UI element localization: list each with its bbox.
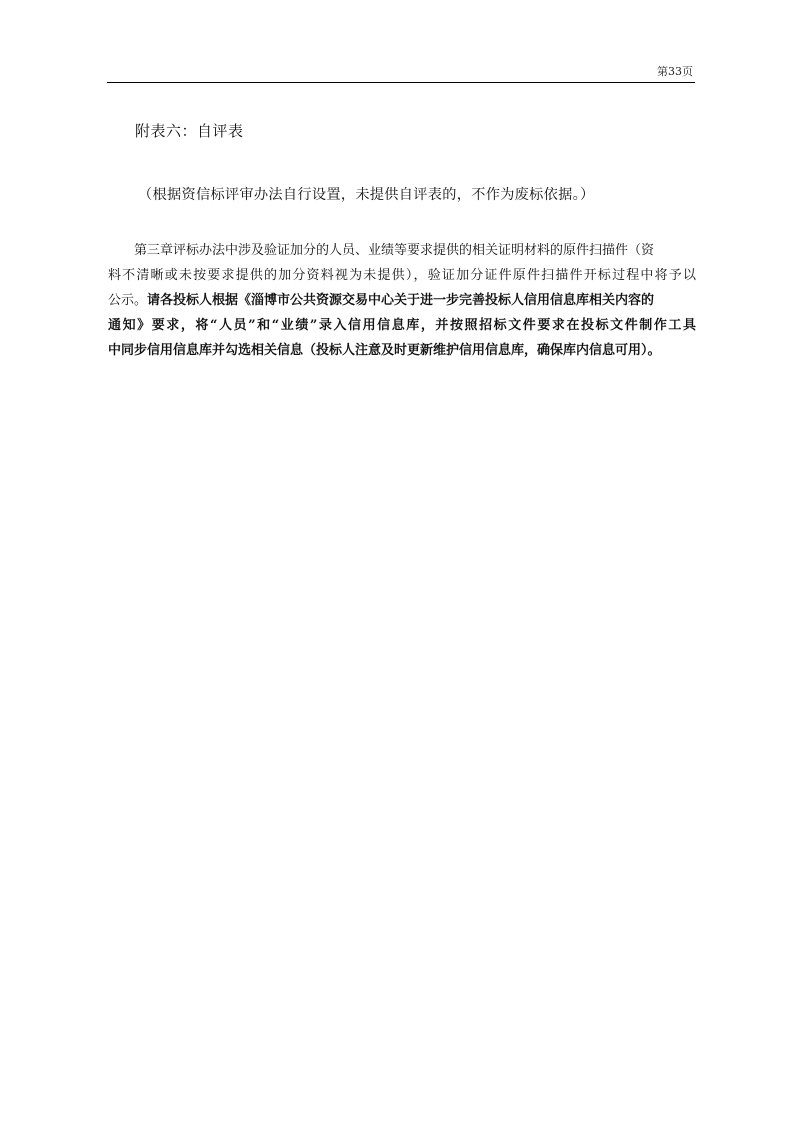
paragraph-line-3 [108, 288, 696, 313]
paragraph-line-3-bold: 请各投标人根据《淄博市公共资源交易中心关于进一步完善投标人信用信息库相关内容的 [147, 293, 655, 308]
paragraph-line-2: 料不清晰或未按要求提供的加分资料视为未提供），验证加分证件原件扫描件开标过程中将予以 [108, 268, 696, 283]
paragraph-line-4: 通知》要求，将“人员”和“业绩”录入信用信息库，并按照招标文件要求在投标文件制作工具 [108, 318, 696, 333]
appendix-title: 附表六：自评表 [135, 122, 244, 140]
paragraph-line-1 [108, 238, 696, 263]
paragraph-line-1-text: 第三章评标办法中涉及验证加分的人员、业绩等要求提供的相关证明材料的原件扫描件（资 [134, 243, 655, 258]
body-paragraph [108, 238, 696, 363]
paragraph-line-3-normal: 公示。 [108, 293, 148, 308]
page-header [107, 62, 695, 83]
self-evaluation-note: （根据资信标评审办法自行设置，未提供自评表的，不作为废标依据。） [138, 187, 595, 203]
page-number: 第33页 [657, 65, 693, 78]
paragraph-line-5: 中同步信用信息库并勾选相关信息（投标人注意及时更新维护信用信息库，确保库内信息可用）。 [108, 343, 661, 358]
